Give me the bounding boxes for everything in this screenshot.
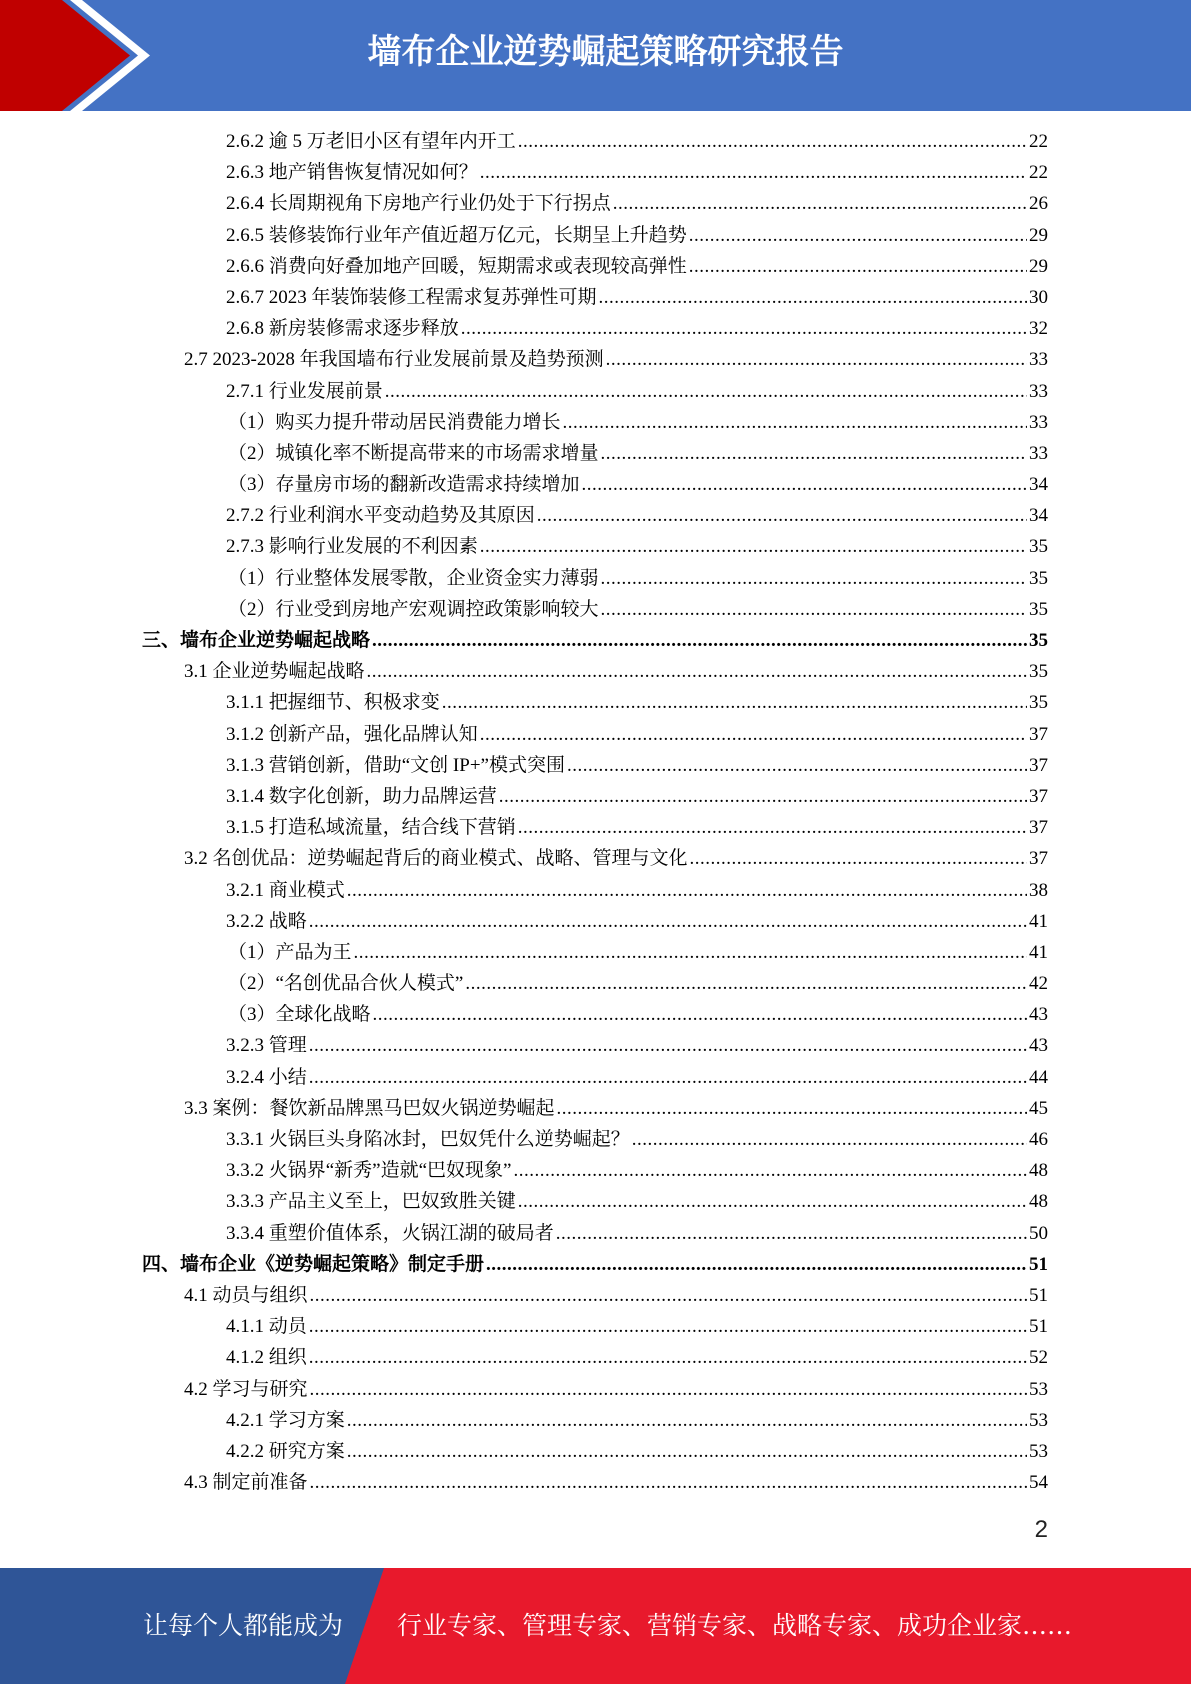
toc-entry[interactable] xyxy=(184,1467,1048,1498)
toc-entry-page: 33 xyxy=(1029,380,1048,402)
toc-entry-title: （3）全球化战略 xyxy=(228,1004,371,1026)
toc-entry[interactable] xyxy=(184,344,1048,375)
toc-entry-page: 35 xyxy=(1029,536,1048,558)
toc-entry-page: 35 xyxy=(1029,692,1048,714)
toc-entry-title: 2.7 2023-2028 年我国墙布行业发展前景及趋势预测 xyxy=(184,349,604,371)
toc-entry-title: 3.3.1 火锅巨头身陷冰封，巴奴凭什么逆势崛起？ xyxy=(226,1129,630,1150)
toc-entry-page: 42 xyxy=(1029,973,1048,995)
toc-entry[interactable] xyxy=(226,376,1048,407)
toc-entry[interactable] xyxy=(228,469,1048,500)
toc-entry-page: 34 xyxy=(1029,474,1048,496)
toc-entry-title: 3.2.3 管理 xyxy=(226,1035,307,1057)
toc-dot-leader xyxy=(347,875,1027,906)
toc-dot-leader xyxy=(372,625,1027,656)
toc-entry-title: 4.2.2 研究方案 xyxy=(226,1440,345,1462)
toc-entry-page: 22 xyxy=(1029,131,1048,152)
toc-entry-title: 3.1.4 数字化创新，助力品牌运营 xyxy=(226,785,497,807)
toc-dot-leader xyxy=(442,687,1027,718)
toc-dot-leader xyxy=(310,1374,1027,1405)
toc-entry-title: 2.6.5 装修装饰行业年产值近超万亿元，长期呈上升趋势 xyxy=(226,224,687,246)
toc-entry[interactable] xyxy=(228,968,1048,999)
toc-entry-page: 46 xyxy=(1029,1129,1048,1150)
toc-entry-title: 3.2.1 商业模式 xyxy=(226,879,345,901)
toc-entry[interactable] xyxy=(226,781,1048,812)
toc-entry-title: （1）行业整体发展零散，企业资金实力薄弱 xyxy=(228,567,599,589)
toc-dot-leader xyxy=(582,469,1027,500)
toc-entry-title: 四、墙布企业《逆势崛起策略》制定手册 xyxy=(142,1253,485,1275)
footer-slogan-right: 行业专家、管理专家、营销专家、战略专家、成功企业家…… xyxy=(397,1611,1073,1640)
toc-entry[interactable] xyxy=(226,188,1048,219)
toc-entry[interactable] xyxy=(226,1218,1048,1249)
toc-entry[interactable] xyxy=(228,594,1048,625)
toc-entry[interactable] xyxy=(226,500,1048,531)
toc-entry-page: 37 xyxy=(1029,785,1048,807)
toc-entry[interactable] xyxy=(226,906,1048,937)
toc-entry-page: 29 xyxy=(1029,224,1048,246)
toc-entry-title: 3.1.1 把握细节、积极求变 xyxy=(226,692,440,714)
toc-entry-title: 3.1.3 营销创新，借助“文创 IP+”模式突围 xyxy=(226,754,565,776)
toc-entry-title: （2）“名创优品合伙人模式” xyxy=(228,973,464,995)
toc-dot-leader xyxy=(309,1342,1027,1373)
toc-entry[interactable] xyxy=(226,875,1048,906)
toc-entry-page: 35 xyxy=(1029,661,1048,683)
toc-entry-page: 35 xyxy=(1029,567,1048,589)
toc-entry-page: 41 xyxy=(1029,941,1048,963)
toc-entry-page: 33 xyxy=(1029,349,1048,371)
toc-entry-title: 2.7.2 行业利润水平变动趋势及其原因 xyxy=(226,505,535,527)
toc-entry-title: （1）产品为王 xyxy=(228,941,352,963)
toc-entry-title: 4.2 学习与研究 xyxy=(184,1378,308,1400)
toc-entry-title: 3.2 名创优品：逆势崛起背后的商业模式、战略、管理与文化 xyxy=(184,848,688,870)
toc-entry[interactable] xyxy=(184,1093,1048,1124)
toc-dot-leader xyxy=(606,344,1027,375)
toc-entry-title: 2.7.3 影响行业发展的不利因素 xyxy=(226,536,478,558)
toc-entry[interactable] xyxy=(226,126,1048,157)
toc-entry[interactable] xyxy=(226,1062,1048,1093)
toc-dot-leader xyxy=(601,563,1027,594)
toc-entry-page: 53 xyxy=(1029,1378,1048,1400)
toc-entry-title: 3.1.5 打造私域流量，结合线下营销 xyxy=(226,817,516,839)
document-title: 墙布企业逆势崛起策略研究报告 xyxy=(367,32,844,72)
toc-entry-page: 37 xyxy=(1029,754,1048,776)
toc-entry[interactable] xyxy=(226,1342,1048,1373)
toc-entry-page: 29 xyxy=(1029,255,1048,277)
toc-entry[interactable] xyxy=(226,251,1048,282)
toc-entry-page: 53 xyxy=(1029,1409,1048,1431)
toc-entry-title: 4.1.2 组织 xyxy=(226,1347,307,1369)
toc-dot-leader xyxy=(556,1218,1027,1249)
toc-entry-title: 3.2.2 战略 xyxy=(226,910,307,932)
toc-entry-page: 51 xyxy=(1029,1284,1048,1306)
toc-entry[interactable] xyxy=(226,313,1048,344)
toc-entry-page: 37 xyxy=(1029,723,1048,745)
toc-entry-title: （2）行业受到房地产宏观调控政策影响较大 xyxy=(228,598,599,620)
toc-entry[interactable] xyxy=(226,282,1048,313)
toc-entry[interactable] xyxy=(226,719,1048,750)
toc-entry[interactable] xyxy=(226,1311,1048,1342)
toc-entry-title: 2.6.3 地产销售恢复情况如何？ xyxy=(226,162,478,184)
toc-entry[interactable] xyxy=(142,625,1048,656)
toc-dot-leader xyxy=(309,906,1027,937)
toc-entry-title: 4.2.1 学习方案 xyxy=(226,1409,345,1431)
toc-dot-leader xyxy=(461,313,1027,344)
toc-entry-title: 4.1 动员与组织 xyxy=(184,1284,308,1306)
toc-entry[interactable] xyxy=(226,157,1048,188)
toc-entry-title: （1）购买力提升带动居民消费能力增长 xyxy=(228,411,561,433)
toc-entry[interactable] xyxy=(226,531,1048,562)
toc-dot-leader xyxy=(518,812,1027,843)
toc-entry-title: 2.6.8 新房装修需求逐步释放 xyxy=(226,318,459,340)
toc-entry[interactable] xyxy=(226,1186,1048,1217)
toc-dot-leader xyxy=(513,1155,1027,1186)
toc-entry-page: 50 xyxy=(1029,1222,1048,1244)
toc-entry-title: 2.6.4 长周期视角下房地产行业仍处于下行拐点 xyxy=(226,193,611,215)
toc-entry-title: （3）存量房市场的翻新改造需求持续增加 xyxy=(228,474,580,496)
toc-entry-page: 44 xyxy=(1029,1066,1048,1088)
toc-entry-title: （2）城镇化率不断提高带来的市场需求增量 xyxy=(228,442,599,464)
toc-entry-page: 43 xyxy=(1029,1035,1048,1057)
toc-entry-page: 33 xyxy=(1029,411,1048,433)
toc-entry-page: 43 xyxy=(1029,1004,1048,1026)
toc-dot-leader xyxy=(537,500,1027,531)
toc-dot-leader xyxy=(347,1405,1027,1436)
footer-slogan-left: 让每个人都能成为 xyxy=(143,1611,344,1640)
toc-entry[interactable] xyxy=(142,1249,1048,1280)
footer-banner xyxy=(0,1568,1191,1684)
toc-entry-page: 45 xyxy=(1029,1097,1048,1119)
toc-entry[interactable] xyxy=(226,1155,1048,1186)
toc-entry-title: 4.1.1 动员 xyxy=(226,1316,307,1338)
toc-dot-leader xyxy=(367,656,1027,687)
toc-entry-page: 30 xyxy=(1029,286,1048,308)
toc-entry[interactable] xyxy=(228,438,1048,469)
toc-dot-leader xyxy=(632,1124,1027,1155)
toc-entry-page: 35 xyxy=(1029,630,1048,651)
toc-entry-page: 37 xyxy=(1029,848,1048,870)
toc-dot-leader xyxy=(354,937,1027,968)
toc-entry[interactable] xyxy=(226,687,1048,718)
toc-entry-title: 2.6.2 逾 5 万老旧小区有望年内开工 xyxy=(226,131,516,152)
toc-entry-page: 52 xyxy=(1029,1347,1048,1369)
toc-entry-title: 3.1.2 创新产品，强化品牌认知 xyxy=(226,723,478,745)
toc-entry[interactable] xyxy=(228,999,1048,1030)
toc-dot-leader xyxy=(567,750,1027,781)
toc-entry-title: 3.3.4 重塑价值体系，火锅江湖的破局者 xyxy=(226,1222,554,1244)
toc-dot-leader xyxy=(486,1249,1027,1280)
toc-entry[interactable] xyxy=(228,563,1048,594)
toc-entry-page: 22 xyxy=(1029,162,1048,184)
toc-entry-page: 38 xyxy=(1029,879,1048,901)
toc-entry[interactable] xyxy=(226,220,1048,251)
toc-dot-leader xyxy=(518,126,1027,157)
toc-entry-title: 3.2.4 小结 xyxy=(226,1066,307,1088)
toc-dot-leader xyxy=(465,968,1027,999)
toc-dot-leader xyxy=(613,188,1027,219)
toc-dot-leader xyxy=(601,438,1027,469)
toc-dot-leader xyxy=(310,1280,1027,1311)
toc-entry[interactable] xyxy=(184,656,1048,687)
toc-entry-page: 54 xyxy=(1029,1472,1048,1494)
toc-dot-leader xyxy=(557,1093,1027,1124)
toc-entry-page: 33 xyxy=(1029,442,1048,464)
toc-entry-title: 2.6.6 消费向好叠加地产回暖，短期需求或表现较高弹性 xyxy=(226,255,687,277)
toc-dot-leader xyxy=(689,251,1027,282)
toc-entry[interactable] xyxy=(226,1124,1048,1155)
toc-entry-title: 2.7.1 行业发展前景 xyxy=(226,380,383,402)
toc-dot-leader xyxy=(373,999,1027,1030)
toc-entry[interactable] xyxy=(228,937,1048,968)
toc-entry[interactable] xyxy=(184,1280,1048,1311)
toc-dot-leader xyxy=(309,1030,1027,1061)
toc-dot-leader xyxy=(385,376,1027,407)
toc-entry-title: 3.3 案例：餐饮新品牌黑马巴奴火锅逆势崛起 xyxy=(184,1097,555,1119)
toc-entry-page: 53 xyxy=(1029,1440,1048,1462)
toc-entry[interactable] xyxy=(226,812,1048,843)
toc-dot-leader xyxy=(690,843,1027,874)
toc-entry-title: 2.6.7 2023 年装饰装修工程需求复苏弹性可期 xyxy=(226,286,597,308)
toc-entry[interactable] xyxy=(184,843,1048,874)
toc-dot-leader xyxy=(499,781,1027,812)
toc-entry-title: 3.1 企业逆势崛起战略 xyxy=(184,661,365,683)
toc-dot-leader xyxy=(480,157,1027,188)
header-banner xyxy=(0,0,1191,111)
table-of-contents xyxy=(0,126,1191,1498)
toc-entry-page: 51 xyxy=(1029,1253,1048,1275)
toc-dot-leader xyxy=(599,282,1027,313)
toc-dot-leader xyxy=(309,1062,1027,1093)
toc-dot-leader xyxy=(309,1311,1027,1342)
toc-entry[interactable] xyxy=(226,1405,1048,1436)
toc-entry-page: 34 xyxy=(1029,505,1048,527)
toc-dot-leader xyxy=(689,220,1027,251)
toc-entry[interactable] xyxy=(228,407,1048,438)
toc-entry-page: 35 xyxy=(1029,598,1048,620)
toc-entry-title: 4.3 制定前准备 xyxy=(184,1472,308,1494)
toc-entry-page: 51 xyxy=(1029,1316,1048,1338)
toc-dot-leader xyxy=(563,407,1027,438)
toc-entry[interactable] xyxy=(226,1436,1048,1467)
toc-entry-page: 48 xyxy=(1029,1191,1048,1213)
toc-dot-leader xyxy=(310,1467,1027,1498)
toc-entry-title: 三、墙布企业逆势崛起战略 xyxy=(142,630,371,651)
toc-entry[interactable] xyxy=(184,1374,1048,1405)
toc-entry-page: 48 xyxy=(1029,1160,1048,1182)
toc-entry-page: 26 xyxy=(1029,193,1048,215)
toc-dot-leader xyxy=(480,719,1027,750)
toc-dot-leader xyxy=(347,1436,1027,1467)
toc-entry[interactable] xyxy=(226,1030,1048,1061)
toc-entry-title: 3.3.2 火锅界“新秀”造就“巴奴现象” xyxy=(226,1160,512,1182)
toc-dot-leader xyxy=(518,1186,1027,1217)
toc-entry-page: 32 xyxy=(1029,318,1048,340)
toc-entry-page: 37 xyxy=(1029,817,1048,839)
toc-dot-leader xyxy=(480,531,1027,562)
toc-dot-leader xyxy=(601,594,1027,625)
toc-entry[interactable] xyxy=(226,750,1048,781)
toc-entry-title: 3.3.3 产品主义至上，巴奴致胜关键 xyxy=(226,1191,516,1213)
page-number: 2 xyxy=(1034,1516,1048,1543)
toc-entry-page: 41 xyxy=(1029,910,1048,932)
